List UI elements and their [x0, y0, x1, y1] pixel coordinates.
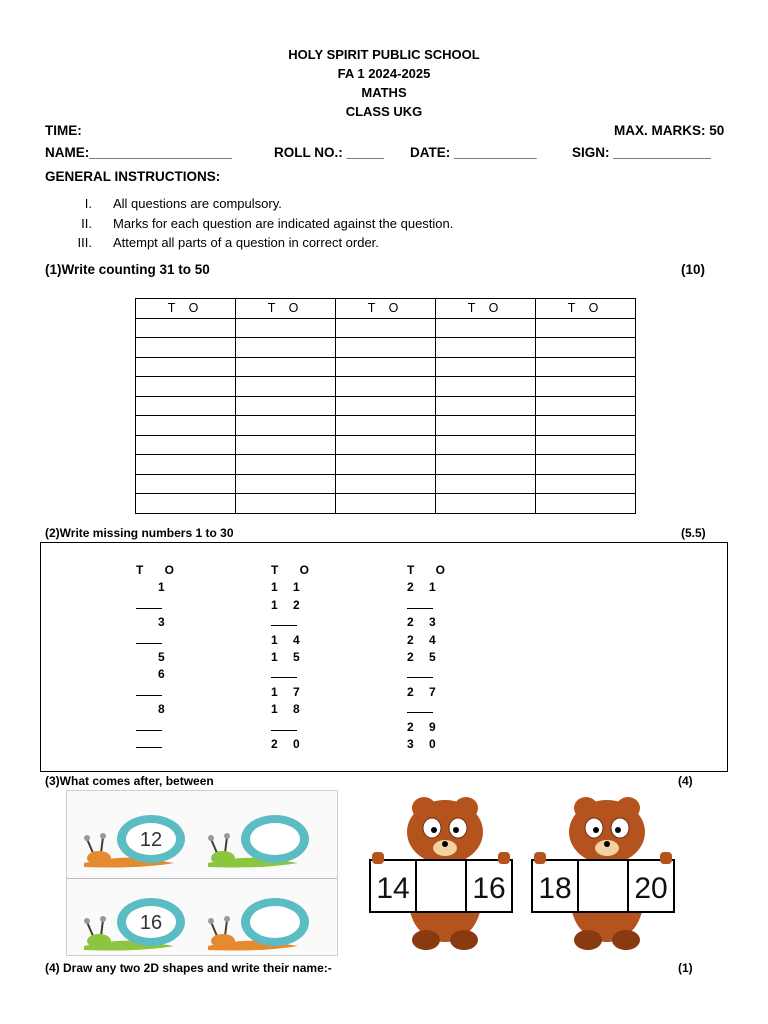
- blank-line[interactable]: [407, 703, 433, 713]
- blank-line[interactable]: [407, 668, 433, 678]
- school-name: HOLY SPIRIT PUBLIC SCHOOL: [288, 47, 480, 62]
- instruction-text: Marks for each question are indicated against the question.: [113, 216, 454, 231]
- class-name: CLASS UKG: [345, 104, 423, 119]
- answer-cell[interactable]: [536, 494, 636, 514]
- answer-cell[interactable]: [336, 435, 436, 455]
- blank-line[interactable]: [407, 599, 433, 609]
- snail-icon: [203, 811, 333, 871]
- number-value: 1 1: [271, 580, 306, 595]
- table-row: [136, 416, 636, 436]
- answer-cell[interactable]: [136, 494, 236, 514]
- q3-title: (3)What comes after, between: [45, 774, 214, 788]
- answer-cell[interactable]: [436, 338, 536, 358]
- answer-cell[interactable]: [136, 396, 236, 416]
- answer-cell[interactable]: [136, 416, 236, 436]
- instruction-text: All questions are compulsory.: [113, 196, 282, 211]
- answer-cell[interactable]: [136, 357, 236, 377]
- date-field[interactable]: DATE: ___________: [410, 145, 537, 160]
- answer-cell[interactable]: [336, 474, 436, 494]
- answer-cell[interactable]: [536, 357, 636, 377]
- snail-number: 12: [139, 829, 163, 851]
- answer-cell[interactable]: [236, 435, 336, 455]
- q4-title: (4) Draw any two 2D shapes and write their name:-: [45, 961, 332, 975]
- number-value: 1 4: [271, 632, 306, 647]
- answer-cell[interactable]: [236, 474, 336, 494]
- q2-marks: (5.5): [681, 526, 706, 540]
- number-value: 1 2: [271, 597, 306, 612]
- bear-number: 20: [634, 872, 668, 905]
- sign-field[interactable]: SIGN: _____________: [572, 145, 711, 160]
- number-value: 2 5: [407, 649, 442, 664]
- number-value: 1 5: [271, 649, 306, 664]
- missing-column-2: [271, 563, 331, 754]
- answer-cell[interactable]: [136, 474, 236, 494]
- column-header: T O: [536, 299, 636, 319]
- blank-line[interactable]: [136, 599, 162, 609]
- answer-cell[interactable]: [436, 357, 536, 377]
- snail-number: 16: [139, 912, 163, 934]
- missing-column-3: [407, 563, 467, 754]
- column-header: T O: [271, 563, 318, 577]
- number-value: 2 7: [407, 684, 442, 699]
- number-value: 2 9: [407, 719, 442, 734]
- column-header: T O: [236, 299, 336, 319]
- column-header: T O: [136, 563, 183, 577]
- table-row: [136, 494, 636, 514]
- answer-cell[interactable]: [436, 416, 536, 436]
- blank-line[interactable]: [136, 738, 162, 748]
- answer-cell[interactable]: [236, 338, 336, 358]
- counting-table-body: [136, 318, 636, 513]
- answer-cell[interactable]: [136, 318, 236, 338]
- table-row: [136, 377, 636, 397]
- number-value: 2 0: [271, 736, 306, 751]
- q3-marks: (4): [678, 774, 693, 788]
- answer-cell[interactable]: [536, 396, 636, 416]
- blank-line[interactable]: [136, 686, 162, 696]
- snail-icon: [79, 811, 209, 871]
- blank-line[interactable]: [271, 616, 297, 626]
- number-value: 1 7: [271, 684, 306, 699]
- answer-cell[interactable]: [536, 435, 636, 455]
- bear-number: 16: [472, 872, 506, 905]
- blank-line[interactable]: [136, 634, 162, 644]
- blank-answer[interactable]: [271, 720, 331, 737]
- answer-cell[interactable]: [236, 396, 336, 416]
- bear-number: 14: [376, 872, 410, 905]
- q1-marks: (10): [681, 262, 706, 277]
- answer-cell[interactable]: [136, 338, 236, 358]
- answer-cell[interactable]: [336, 318, 436, 338]
- column-header: T O: [336, 299, 436, 319]
- instructions-title: GENERAL INSTRUCTIONS:: [45, 169, 221, 184]
- counting-table: [135, 298, 636, 514]
- number-value: 5: [158, 649, 171, 664]
- answer-cell[interactable]: [536, 318, 636, 338]
- answer-cell[interactable]: [536, 455, 636, 475]
- table-row: [136, 455, 636, 475]
- blank-answer[interactable]: [407, 702, 467, 719]
- table-row: [136, 396, 636, 416]
- answer-cell[interactable]: [336, 455, 436, 475]
- answer-cell[interactable]: [236, 416, 336, 436]
- answer-cell[interactable]: [436, 474, 536, 494]
- missing-column-1: [136, 563, 196, 754]
- answer-cell[interactable]: [336, 357, 436, 377]
- answer-cell[interactable]: [336, 416, 436, 436]
- table-row: [136, 435, 636, 455]
- instruction-num: I.: [84, 196, 92, 211]
- answer-cell[interactable]: [536, 338, 636, 358]
- blank-answer[interactable]: [407, 667, 467, 684]
- answer-cell[interactable]: [236, 357, 336, 377]
- answer-cell[interactable]: [536, 474, 636, 494]
- max-marks: MAX. MARKS: 50: [614, 123, 725, 138]
- answer-cell[interactable]: [236, 318, 336, 338]
- column-header: T O: [136, 299, 236, 319]
- blank-line[interactable]: [271, 721, 297, 731]
- bear-number-card-image: [528, 792, 678, 952]
- blank-answer[interactable]: [136, 737, 196, 754]
- column-header: T O: [436, 299, 536, 319]
- snail-icon: [79, 894, 209, 954]
- table-row: [136, 318, 636, 338]
- number-value: 2 1: [407, 580, 442, 595]
- exam-name: FA 1 2024-2025: [337, 66, 431, 81]
- instruction-num: II.: [81, 216, 92, 231]
- bear-number: 18: [538, 872, 572, 905]
- blank-answer[interactable]: [136, 720, 196, 737]
- number-value: 2 4: [407, 632, 442, 647]
- blank-answer[interactable]: [271, 667, 331, 684]
- time-label: TIME:: [45, 123, 82, 138]
- blank-answer[interactable]: [271, 615, 331, 632]
- q2-title: (2)Write missing numbers 1 to 30: [45, 526, 234, 540]
- answer-cell[interactable]: [336, 338, 436, 358]
- answer-cell[interactable]: [236, 377, 336, 397]
- snail-sequence-image: [66, 790, 338, 956]
- missing-numbers-box: [40, 542, 728, 772]
- blank-answer[interactable]: [136, 598, 196, 615]
- number-value: 2 3: [407, 615, 442, 630]
- blank-answer[interactable]: [136, 633, 196, 650]
- number-value: 8: [158, 702, 171, 717]
- answer-cell[interactable]: [436, 396, 536, 416]
- number-value: 1: [158, 580, 171, 595]
- number-value: 6: [158, 667, 171, 682]
- answer-cell[interactable]: [436, 377, 536, 397]
- blank-answer[interactable]: [136, 685, 196, 702]
- answer-cell[interactable]: [336, 377, 436, 397]
- answer-cell[interactable]: [136, 435, 236, 455]
- table-row: [136, 338, 636, 358]
- number-value: 1 8: [271, 702, 306, 717]
- answer-cell[interactable]: [536, 377, 636, 397]
- answer-cell[interactable]: [236, 494, 336, 514]
- instruction-text: Attempt all parts of a question in correct order.: [113, 235, 379, 250]
- number-value: 3: [158, 615, 171, 630]
- answer-cell[interactable]: [336, 396, 436, 416]
- table-row: [136, 357, 636, 377]
- answer-cell[interactable]: [136, 455, 236, 475]
- blank-line[interactable]: [136, 721, 162, 731]
- answer-cell[interactable]: [436, 435, 536, 455]
- instruction-num: III.: [77, 235, 92, 250]
- blank-answer[interactable]: [407, 598, 467, 615]
- column-header: T O: [407, 563, 454, 577]
- snail-icon: [203, 894, 333, 954]
- name-field[interactable]: NAME:___________________: [45, 145, 232, 160]
- answer-cell[interactable]: [236, 455, 336, 475]
- q1-title: (1)Write counting 31 to 50: [45, 262, 210, 277]
- answer-cell[interactable]: [436, 318, 536, 338]
- answer-cell[interactable]: [336, 494, 436, 514]
- roll-field[interactable]: ROLL NO.: _____: [274, 145, 385, 160]
- bear-number-card-image: [366, 792, 516, 952]
- subject-name: MATHS: [361, 85, 407, 100]
- table-row: [136, 474, 636, 494]
- q4-marks: (1): [678, 961, 693, 975]
- blank-line[interactable]: [271, 668, 297, 678]
- number-value: 3 0: [407, 736, 442, 751]
- answer-cell[interactable]: [436, 494, 536, 514]
- answer-cell[interactable]: [536, 416, 636, 436]
- answer-cell[interactable]: [436, 455, 536, 475]
- answer-cell[interactable]: [136, 377, 236, 397]
